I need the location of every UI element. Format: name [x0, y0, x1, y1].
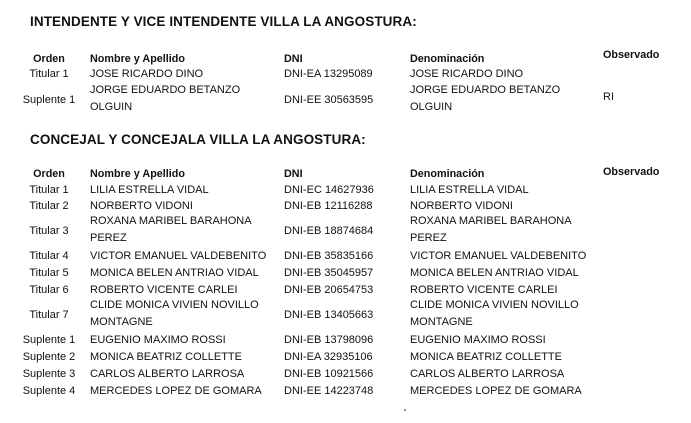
row-denominacion-line1: ROXANA MARIBEL BARAHONA	[410, 215, 572, 227]
row-nombre-line2: PEREZ	[90, 232, 127, 244]
header-nombre: Nombre y Apellido	[90, 168, 185, 180]
row-orden: Suplente 1	[22, 94, 76, 106]
header-orden: Orden	[33, 168, 65, 180]
row-orden: Suplente 4	[22, 385, 76, 397]
row-orden: Titular 3	[29, 225, 69, 237]
row-denominacion: EUGENIO MAXIMO ROSSI	[410, 334, 546, 346]
row-nombre: EUGENIO MAXIMO ROSSI	[90, 334, 226, 346]
row-denominacion: MONICA BELEN ANTRIAO VIDAL	[410, 267, 579, 279]
row-denominacion: MONICA BEATRIZ COLLETTE	[410, 351, 562, 363]
row-nombre-line1: JORGE EDUARDO BETANZO	[90, 84, 241, 96]
row-denominacion-line2: OLGUIN	[410, 101, 453, 113]
row-dni: DNI-EB 13798096	[284, 334, 374, 346]
row-nombre-line1: ROXANA MARIBEL BARAHONA	[90, 215, 252, 227]
row-nombre: NORBERTO VIDONI	[90, 200, 193, 212]
row-orden: Titular 5	[29, 267, 69, 279]
header-denominacion: Denominación	[410, 168, 485, 180]
header-dni: DNI	[284, 168, 303, 180]
header-nombre: Nombre y Apellido	[90, 53, 185, 65]
row-denominacion-line2: MONTAGNE	[410, 316, 473, 328]
row-orden: Suplente 1	[22, 334, 76, 346]
row-nombre: MERCEDES LOPEZ DE GOMARA	[90, 385, 262, 397]
row-denominacion: MERCEDES LOPEZ DE GOMARA	[410, 385, 582, 397]
row-nombre: LILIA ESTRELLA VIDAL	[90, 184, 209, 196]
row-dni: DNI-EE 14223748	[284, 385, 374, 397]
row-denominacion: CARLOS ALBERTO LARROSA	[410, 368, 565, 380]
row-dni: DNI-EB 13405663	[284, 309, 374, 321]
row-denominacion: NORBERTO VIDONI	[410, 200, 513, 212]
row-nombre-line2: MONTAGNE	[90, 316, 153, 328]
row-nombre: CARLOS ALBERTO LARROSA	[90, 368, 245, 380]
row-denominacion-line2: PEREZ	[410, 232, 447, 244]
row-orden: Titular 4	[29, 250, 69, 262]
row-nombre: VICTOR EMANUEL VALDEBENITO	[90, 250, 267, 262]
scan-speck	[404, 409, 406, 411]
row-denominacion-line1: CLIDE MONICA VIVIEN NOVILLO	[410, 299, 579, 311]
row-nombre: JOSE RICARDO DINO	[90, 68, 204, 80]
row-orden: Suplente 3	[22, 368, 76, 380]
row-dni: DNI-EB 18874684	[284, 225, 374, 237]
row-denominacion: VICTOR EMANUEL VALDEBENITO	[410, 250, 587, 262]
row-dni: DNI-EA 32935106	[284, 351, 373, 363]
section-title-intendente: INTENDENTE Y VICE INTENDENTE VILLA LA ANGOSTURA:	[30, 14, 417, 29]
row-denominacion: LILIA ESTRELLA VIDAL	[410, 184, 529, 196]
row-dni: DNI-EB 20654753	[284, 284, 374, 296]
row-denominacion-line1: JORGE EDUARDO BETANZO	[410, 84, 561, 96]
row-denominacion: ROBERTO VICENTE CARLEI	[410, 284, 558, 296]
row-orden: Titular 2	[29, 200, 69, 212]
header-observado: Observado	[603, 49, 660, 61]
row-dni: DNI-EB 12116288	[284, 200, 373, 212]
row-orden: Titular 6	[29, 284, 69, 296]
row-orden: Titular 7	[29, 309, 69, 321]
row-nombre: MONICA BELEN ANTRIAO VIDAL	[90, 267, 259, 279]
row-dni: DNI-EB 10921566	[284, 368, 374, 380]
row-dni: DNI-EB 35835166	[284, 250, 374, 262]
header-orden: Orden	[33, 53, 65, 65]
row-dni: DNI-EC 14627936	[284, 184, 374, 196]
header-denominacion: Denominación	[410, 53, 485, 65]
row-dni: DNI-EE 30563595	[284, 94, 374, 106]
row-nombre-line2: OLGUIN	[90, 101, 133, 113]
header-observado: Observado	[603, 166, 660, 178]
row-nombre-line1: CLIDE MONICA VIVIEN NOVILLO	[90, 299, 259, 311]
row-nombre: ROBERTO VICENTE CARLEI	[90, 284, 238, 296]
header-dni: DNI	[284, 53, 303, 65]
row-orden: Suplente 2	[22, 351, 76, 363]
row-nombre: MONICA BEATRIZ COLLETTE	[90, 351, 242, 363]
row-dni: DNI-EB 35045957	[284, 267, 374, 279]
row-dni: DNI-EA 13295089	[284, 68, 373, 80]
section-title-concejal: CONCEJAL Y CONCEJALA VILLA LA ANGOSTURA:	[30, 132, 366, 147]
row-observado: RI	[603, 91, 614, 103]
row-orden: Titular 1	[29, 184, 69, 196]
row-orden: Titular 1	[29, 68, 69, 80]
row-denominacion: JOSE RICARDO DINO	[410, 68, 524, 80]
